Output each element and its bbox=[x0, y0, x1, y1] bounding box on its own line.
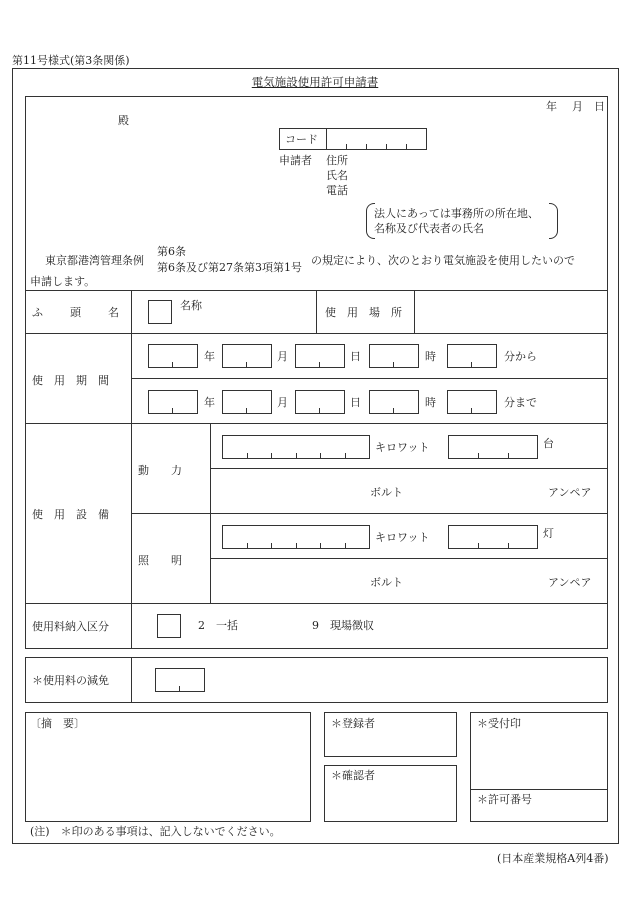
date-month-label: 月 bbox=[572, 100, 583, 113]
power-volt-label: ボルト bbox=[370, 486, 403, 499]
from-year-label: 年 bbox=[204, 350, 215, 363]
from-minute-label: 分から bbox=[504, 350, 537, 363]
applicant-note-line2: 名称及び代表者の氏名 bbox=[374, 222, 484, 235]
equipment-label: 使 用 設 備 bbox=[32, 508, 109, 521]
power-kw-label: キロワット bbox=[375, 441, 430, 454]
standard-note: (日本産業規格A列4番) bbox=[497, 852, 609, 865]
registrar-label: ＊登録者 bbox=[331, 717, 375, 730]
confirmer-label: ＊確認者 bbox=[331, 769, 375, 782]
from-day-label: 日 bbox=[350, 350, 361, 363]
statement-prefix: 東京都港湾管理条例 bbox=[45, 254, 144, 267]
applicant-note-line1: 法人にあっては事務所の所在地、 bbox=[374, 207, 539, 220]
statement-clause1: 第6条 bbox=[157, 245, 186, 258]
payment-input[interactable] bbox=[157, 614, 181, 638]
power-units-label: 台 bbox=[543, 437, 554, 450]
location-input[interactable] bbox=[415, 291, 607, 333]
lighting-kw-label: キロワット bbox=[375, 531, 430, 544]
to-day-label: 日 bbox=[350, 396, 361, 409]
lighting-ampere-label: アンペア bbox=[548, 576, 592, 589]
permit-number-label: ＊許可番号 bbox=[477, 793, 532, 806]
period-label: 使 用 期 間 bbox=[32, 374, 109, 387]
berth-name-label: 名称 bbox=[180, 299, 202, 312]
date-day-label: 日 bbox=[594, 100, 605, 113]
from-month-label: 月 bbox=[277, 350, 288, 363]
payment-option1: 2 一括 bbox=[198, 619, 238, 632]
applicant-phone-label: 電話 bbox=[326, 184, 348, 197]
payment-label: 使用料納入区分 bbox=[32, 620, 109, 633]
location-label: 使 用 場 所 bbox=[325, 306, 402, 319]
code-input[interactable] bbox=[326, 144, 427, 150]
code-label: コード bbox=[285, 133, 318, 146]
form-number: 第11号様式(第3条関係) bbox=[12, 54, 130, 67]
statement-line2: 申請します。 bbox=[30, 275, 96, 288]
addressee-suffix: 殿 bbox=[118, 114, 129, 127]
to-month-label: 月 bbox=[277, 396, 288, 409]
payment-option2: 9 現場徴収 bbox=[312, 619, 374, 632]
from-minute-input[interactable] bbox=[447, 344, 497, 368]
statement-clause2: 第6条及び第27条第3項第1号 bbox=[157, 261, 302, 274]
to-minute-input[interactable] bbox=[447, 390, 497, 414]
date-year-label: 年 bbox=[546, 100, 557, 113]
applicant-address-label: 住所 bbox=[326, 154, 348, 167]
lighting-label: 照 明 bbox=[138, 554, 182, 567]
to-hour-label: 時 bbox=[425, 396, 436, 409]
statement-suffix: の規定により、次のとおり電気施設を使用したいので bbox=[311, 254, 575, 267]
from-hour-input[interactable] bbox=[369, 344, 419, 368]
power-ampere-label: アンペア bbox=[548, 486, 592, 499]
from-month-input[interactable] bbox=[222, 344, 272, 368]
to-day-input[interactable] bbox=[295, 390, 345, 414]
to-hour-input[interactable] bbox=[369, 390, 419, 414]
footnote: (注) ＊印のある事項は、記入しないでください。 bbox=[30, 825, 281, 838]
applicant-label: 申請者 bbox=[279, 154, 312, 167]
from-hour-label: 時 bbox=[425, 350, 436, 363]
reduction-row bbox=[25, 657, 608, 703]
lighting-volt-label: ボルト bbox=[370, 576, 403, 589]
form-title: 電気施設使用許可申請書 bbox=[251, 75, 379, 89]
applicant-name-label: 氏名 bbox=[326, 169, 348, 182]
power-label: 動 力 bbox=[138, 464, 182, 477]
to-year-label: 年 bbox=[204, 396, 215, 409]
reduction-label: ＊使用料の減免 bbox=[32, 674, 109, 687]
from-day-input[interactable] bbox=[295, 344, 345, 368]
to-minute-label: 分まで bbox=[504, 396, 537, 409]
from-year-input[interactable] bbox=[148, 344, 198, 368]
to-year-input[interactable] bbox=[148, 390, 198, 414]
reduction-input[interactable] bbox=[155, 668, 205, 692]
berth-label: ふ 頭 名 bbox=[32, 306, 127, 319]
reception-stamp-label: ＊受付印 bbox=[477, 717, 521, 730]
remarks-label: 〔摘 要〕 bbox=[30, 717, 85, 730]
lighting-lamps-label: 灯 bbox=[543, 527, 554, 540]
to-month-input[interactable] bbox=[222, 390, 272, 414]
berth-checkbox[interactable] bbox=[148, 300, 172, 324]
